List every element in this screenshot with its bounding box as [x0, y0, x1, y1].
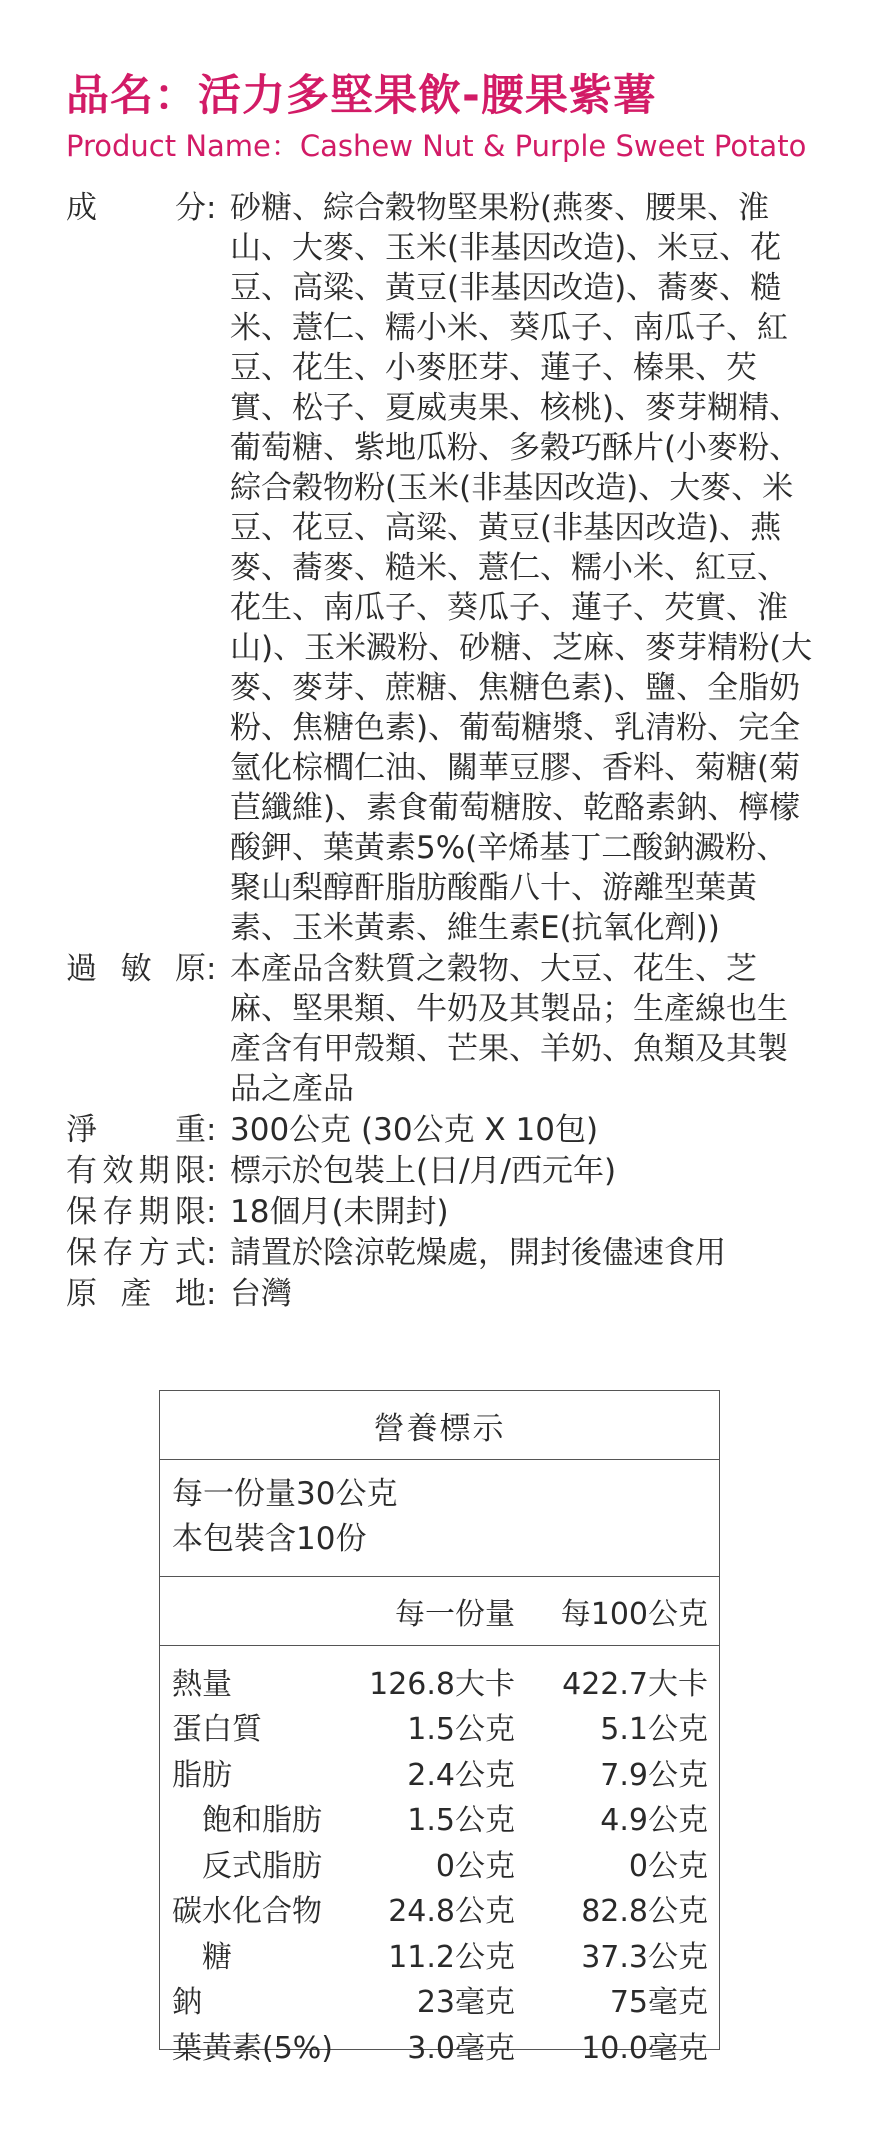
- info-row: [66, 1151, 822, 1191]
- nutrient-per-100g: 10.0毫克: [581, 2030, 708, 2066]
- info-label: [66, 1110, 206, 1150]
- nutrition-rows: [160, 1646, 719, 2068]
- info-label-char: 期: [138, 1194, 170, 1230]
- product-name-en: Product Name：Cashew Nut & Purple Sweet Potato: [66, 129, 807, 163]
- nutrition-row: [160, 1886, 719, 1932]
- nutrient-name: 反式脂肪: [202, 1848, 322, 1884]
- info-colon: :: [206, 1153, 217, 1189]
- nutrient-per-100g: 4.9公克: [600, 1803, 708, 1839]
- product-info-list: [66, 188, 822, 1314]
- nutrient-per-100g: 5.1公克: [600, 1712, 708, 1748]
- info-label-char: 期: [138, 1153, 170, 1189]
- info-label-char: 效: [102, 1153, 134, 1189]
- header-per-100g: 每100公克: [560, 1597, 708, 1632]
- nutrition-title: 營養標示: [160, 1391, 719, 1460]
- info-label-char: 過: [66, 951, 97, 987]
- info-label-char: 重: [175, 1112, 206, 1148]
- info-label: [66, 1233, 206, 1273]
- nutrient-per-100g: 75毫克: [609, 1985, 708, 2021]
- nutrient-per-serving: 11.2公克: [388, 1939, 515, 1975]
- servings-per-pack: 本包裝含10份: [172, 1521, 367, 1557]
- nutrient-name: 脂肪: [172, 1757, 232, 1793]
- info-value: 18個月(未開封): [230, 1194, 449, 1230]
- nutrition-facts-table: [159, 1390, 720, 2066]
- info-colon: :: [206, 1235, 217, 1271]
- info-colon: :: [206, 190, 217, 226]
- nutrient-per-serving: 0公克: [435, 1848, 515, 1884]
- info-label-char: 限: [174, 1194, 206, 1230]
- info-row: [66, 1192, 822, 1232]
- nutrient-per-serving: 24.8公克: [388, 1894, 515, 1930]
- info-label-char: 保: [66, 1194, 97, 1230]
- nutrient-per-serving: 23毫克: [416, 1985, 515, 2021]
- info-row: [66, 1274, 822, 1314]
- nutrition-row: [160, 1977, 719, 2023]
- info-label-char: 方: [138, 1235, 170, 1271]
- nutrient-per-serving: 1.5公克: [407, 1712, 515, 1748]
- product-name-zh: 品名：活力多堅果飲-腰果紫薯: [66, 71, 657, 121]
- nutrition-row: [160, 1840, 719, 1886]
- nutrient-name: 鈉: [172, 1985, 202, 2021]
- info-label-char: 分: [175, 190, 206, 226]
- header-per-serving: 每一份量: [395, 1597, 515, 1632]
- info-label-char: 保: [66, 1235, 97, 1271]
- serving-size: 每一份量30公克: [172, 1476, 398, 1512]
- info-value: 本產品含麩質之穀物、大豆、花生、芝麻、堅果類、牛奶及其製品；生產線也生產含有甲殼類、芒果、羊奶、魚類及其製品之產品: [230, 951, 788, 1107]
- info-label: [66, 1274, 206, 1314]
- nutrient-per-serving: 1.5公克: [407, 1803, 515, 1839]
- nutrient-per-100g: 37.3公克: [581, 1939, 708, 1975]
- nutrient-per-100g: 0公克: [628, 1848, 708, 1884]
- info-colon: :: [206, 1194, 217, 1230]
- info-row: [66, 949, 822, 1109]
- info-label: [66, 949, 206, 1109]
- info-value: 台灣: [230, 1276, 292, 1312]
- info-label-char: 產: [120, 1276, 152, 1312]
- nutrient-name: 飽和脂肪: [202, 1803, 322, 1839]
- info-label-char: 原: [66, 1276, 97, 1312]
- nutrition-row: [160, 1704, 719, 1750]
- info-label-char: 存: [102, 1194, 134, 1230]
- info-label-char: 存: [102, 1235, 134, 1271]
- info-label: [66, 1192, 206, 1232]
- nutrient-per-100g: 422.7大卡: [562, 1666, 708, 1702]
- nutrition-row: [160, 1795, 719, 1841]
- nutrition-row: [160, 2022, 719, 2068]
- info-value: 請置於陰涼乾燥處，開封後儘速食用: [230, 1235, 726, 1271]
- serving-info: [160, 1460, 719, 1577]
- info-label-char: 淨: [66, 1112, 97, 1148]
- nutrition-header-row: [160, 1577, 719, 1646]
- info-label-char: 原: [175, 951, 206, 987]
- nutrient-name: 蛋白質: [172, 1712, 262, 1748]
- nutrient-name: 熱量: [172, 1666, 232, 1702]
- nutrient-per-100g: 7.9公克: [600, 1757, 708, 1793]
- info-colon: :: [206, 1276, 217, 1312]
- info-label: [66, 188, 206, 948]
- nutrient-per-serving: 126.8大卡: [369, 1666, 515, 1702]
- info-row: [66, 1233, 822, 1273]
- nutrition-row: [160, 1658, 719, 1704]
- info-value: 300公克 (30公克 X 10包): [230, 1112, 599, 1148]
- info-colon: :: [206, 1112, 217, 1148]
- nutrition-row: [160, 1931, 719, 1977]
- nutrient-per-100g: 82.8公克: [581, 1894, 708, 1930]
- info-colon: :: [206, 951, 217, 987]
- info-row: [66, 188, 822, 948]
- info-row: [66, 1110, 822, 1150]
- info-label-char: 地: [175, 1276, 206, 1312]
- nutrition-row: [160, 1749, 719, 1795]
- info-label-char: 式: [174, 1235, 206, 1271]
- nutrient-name: 葉黃素(5%): [172, 2030, 334, 2066]
- nutrient-per-serving: 2.4公克: [407, 1757, 515, 1793]
- info-label-char: 限: [174, 1153, 206, 1189]
- nutrient-name: 碳水化合物: [172, 1894, 322, 1930]
- nutrient-name: 糖: [202, 1939, 232, 1975]
- nutrient-per-serving: 3.0毫克: [407, 2030, 515, 2066]
- info-label-char: 有: [66, 1153, 97, 1189]
- info-label-char: 敏: [120, 951, 152, 987]
- info-label-char: 成: [66, 190, 97, 226]
- info-label: [66, 1151, 206, 1191]
- info-value: 砂糖、綜合穀物堅果粉(燕麥、腰果、淮山、大麥、玉米(非基因改造)、米豆、花豆、高粱、黃豆(非基因改造)、蕎麥、糙米、薏仁、糯小米、葵瓜子、南瓜子、紅豆、花生、小麥胚芽、蓮子、榛果、芡實、松子、夏威夷果、核桃)、麥芽糊精、葡萄糖、紫地瓜粉、多穀巧酥片(小麥粉、綜合穀物粉(玉米(非基因改造)、大麥、米豆、花豆、高粱、黃豆(非基因改造)、燕麥、蕎麥、糙米、薏仁、糯小米、紅豆、花生、南瓜子、葵瓜子、蓮子、芡實、淮山)、玉米澱粉、砂糖、芝麻、麥芽精粉(大麥、麥芽、蔗糖、焦糖色素)、鹽、全脂奶粉、焦糖色素)、葡萄糖漿、乳清粉、完全氫化棕櫚仁油、關華豆膠、香料、菊糖(菊苣纖維)、素食葡萄糖胺、乾酪素鈉、檸檬酸鉀、葉黃素5%(辛烯基丁二酸鈉澱粉、聚山梨醇酐脂肪酸酯八十、游離型葉黃素、玉米黃素、維生素E(抗氧化劑)): [230, 190, 813, 946]
- info-value: 標示於包裝上(日/月/西元年): [230, 1153, 617, 1189]
